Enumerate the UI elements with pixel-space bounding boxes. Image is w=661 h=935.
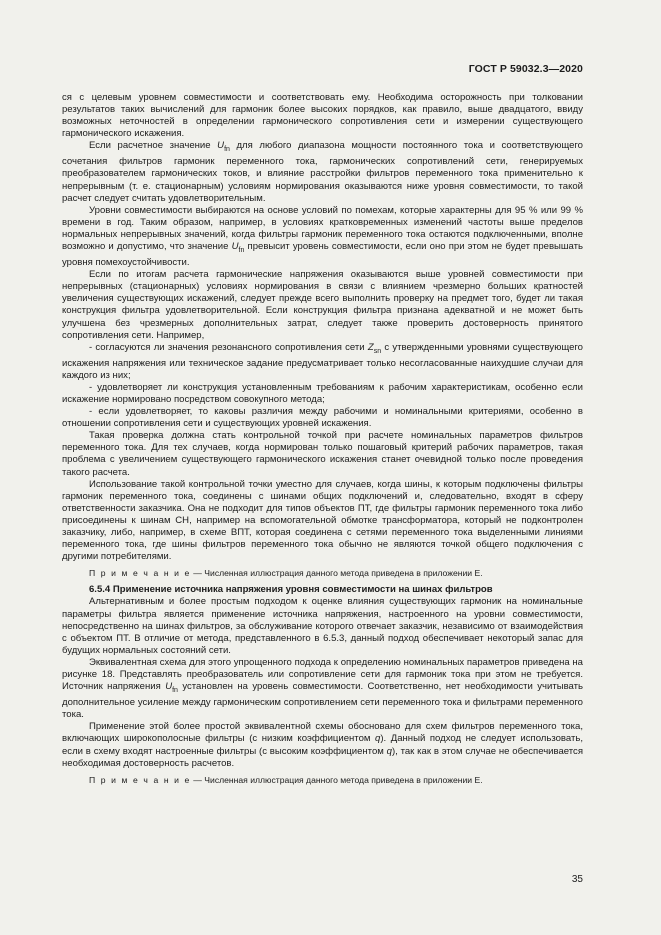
paragraph: Уровни совместимости выбираются на основе условий по помехам, которые характерны для 95 % или 99 % времени в год. Таким образом, например, в условиях кратковременных изменений частоты выше пределов нормальных непрерывных значений, когда фильтры гармоник переменного тока остаются подключенными, вполне возможно и допустимо, что значение $U_{fn}$ превысит уровень совместимости, если оно при этом не будет превышать уровня помехоустойчивости. bbox=[62, 204, 584, 269]
paragraph: Эквивалентная схема для этого упрощенного подхода к определению номинальных параметров приведена на рисунке 18. Представлять преобразователь или сопротивление сети для гармоник тока при этом не требуется. Источник напряжения $U_{fn}$ установлен на уровень совместимости. Соответственно, нет необходимости учитывать дополнительное усиление между гармоническим сопротивлением сети переменного тока и фильтрами переменного тока. bbox=[62, 656, 583, 721]
document-standard-header: ГОСТ Р 59032.3—2020 bbox=[468, 63, 583, 75]
note-label: П р и м е ч а н и е bbox=[89, 774, 191, 785]
paragraph: Использование такой контрольной точки уместно для случаев, когда шины, к которым подключены фильтры гармоник переменного тока, соединены с шинами общих подключений и, следовательно, входят в сферу ответственности заказчика. Она не подходит для типов объектов ПТ, где фильтры гармоник переменного тока либо присоединены к шинам СН, например на вспомогательной обмотке трансформатора, который не подконтролен заказчику, либо, например, в схеме ВПТ, которая соединена с сетями переменного тока выделенными линиями переменного тока, где шины фильтров переменного тока обычно не являются точкой общего подключения с другими потребителями. bbox=[62, 478, 583, 563]
list-item: - согласуются ли значения резонансного сопротивления сети $Z_{sn}$ с утвержденными уровнями существующего искажения напряжения или техническое задание предусматривает только несогласованные наихудшие случаи для каждого из них; bbox=[62, 341, 583, 381]
note bbox=[62, 567, 583, 579]
note-label: П р и м е ч а н и е bbox=[89, 568, 191, 579]
note bbox=[62, 774, 583, 786]
note-text: — Численная иллюстрация данного метода приведена в приложении Е. bbox=[190, 774, 483, 785]
list-item: - удовлетворяет ли конструкция установленным требованиям к рабочим характеристикам, особенно если искажение нормировано посредством совокупного метода; bbox=[62, 381, 583, 405]
list-item: - если удовлетворяет, то каковы различия между рабочими и номинальными критериями, особенно в отношении сопротивления сети и существующих уровней искажения. bbox=[62, 406, 583, 430]
paragraph: Альтернативным и более простым подходом к оценке влияния существующих гармоник на номинальные параметры фильтра является применение источника напряжения, настроенного на уровни совместимости, непосредственно на шинах фильтров, за обслуживание которого отвечает заказчик, независимо от взаимодействия с объектом ПТ. В отличие от метода, представленного в 6.5.3, данный подход обеспечивает некоторый запас для будущих нормальных состояний сети. bbox=[62, 596, 583, 656]
note-text: — Численная иллюстрация данного метода приведена в приложении Е. bbox=[190, 568, 483, 579]
paragraph: Применение этой более простой эквивалентной схемы обосновано для схем фильтров переменного тока, включающих широкополосные фильтры (с низким коэффициентом q). Данный подход не следует использовать, если в схему входят настроенные фильтры (с высоким коэффициентом q), так как в этом случае не обеспечивается необходимая достоверность расчетов. bbox=[62, 721, 583, 769]
paragraph: ся с целевым уровнем совместимости и соответствовать ему. Необходима осторожность при толковании результатов таких вычислений для гармоник более высоких порядков, как правило, выше двадцатого, ввиду возможных неточностей в определении гармонического сопротивления сети и измерении существующего гармонического искажения. bbox=[62, 92, 583, 140]
paragraph: Такая проверка должна стать контрольной точкой при расчете номинальных параметров фильтров переменного тока. Для тех случаев, когда нормирован только пошаговый критерий рабочих параметров, такая проблема с увеличением существующего гармонического искажения станет очевидной только после проведения такого расчета. bbox=[62, 430, 583, 478]
page-number: 35 bbox=[571, 874, 583, 885]
document-body bbox=[62, 92, 583, 791]
section-heading: 6.5.4 Применение источника напряжения уровня совместимости на шинах фильтров bbox=[89, 584, 493, 596]
paragraph: Если расчетное значение $U_{fn}$ для любого диапазона мощности постоянного тока и соответствующего сочетания фильтров гармоник переменного тока, гармонических сопротивлений сети, генерируемых преобразователем гармонических токов, и влияние расстройки фильтров переменного тока применительно к непрерывным (т. е. стационарным) условиям нормирования оказываются ниже уровня совместимости, то такой расчет следует считать удовлетворительным. bbox=[62, 140, 583, 204]
paragraph: Если по итогам расчета гармонические напряжения оказываются выше уровней совместимости при непрерывных (стационарных) условиях нормирования в связи с влиянием чрезмерно больших кратностей увеличения существующих искажений, следует прежде всего выполнить проверку на предмет того, будет ли такая конструкция фильтра удовлетворительной. Если конструкция фильтра признана адекватной и не может быть улучшена без чрезмерных дополнительных затрат, следует также проверить достоверность принятого сопротивления сети. Например, bbox=[62, 269, 583, 341]
